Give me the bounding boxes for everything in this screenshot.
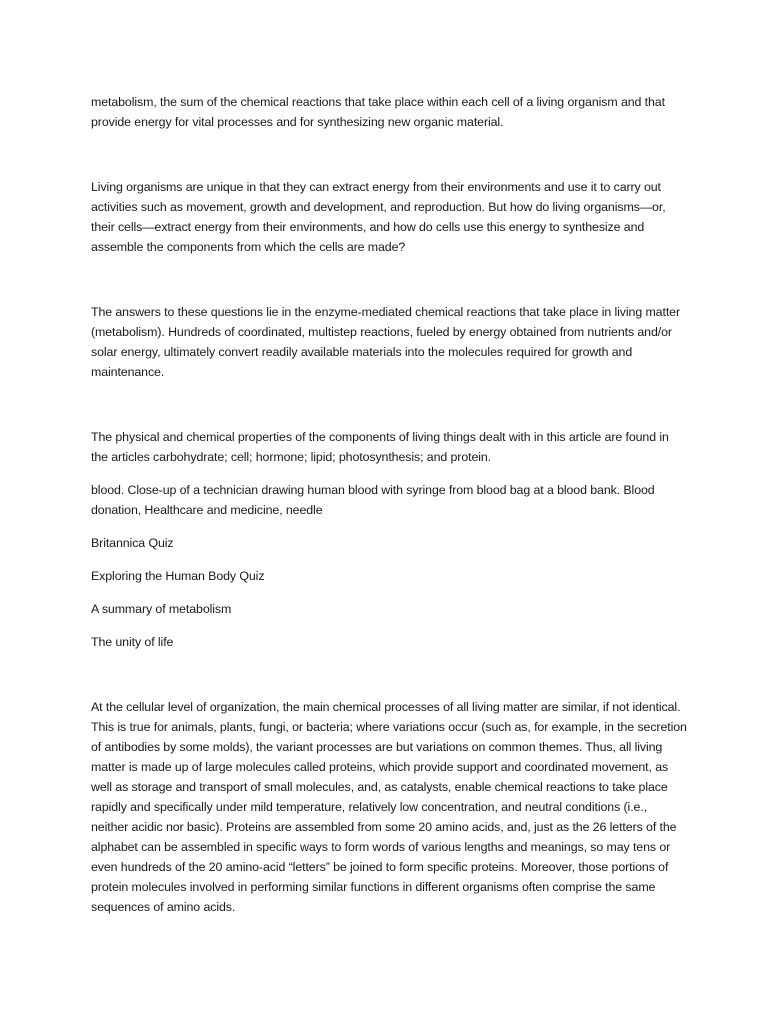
paragraph-physical-properties: The physical and chemical properties of the components of living things dealt with in this article are found in the articles carbohydrate; cell; hormone; lipid; photosynthesis; and protein. [91,430,669,464]
paragraph-answers: The answers to these questions lie in the enzyme-mediated chemical reactions that take place in living matter (metabolism). Hundreds of coordinated, multistep reactions, fueled by energy obtained from nutrients and/or solar energy, ultimately convert readily available materials into the molecules required for growth and maintenance. [91,305,680,379]
paragraph-metabolism-definition: metabolism, the sum of the chemical reactions that take place within each cell of a living organism and that provide energy for vital processes and for synthesizing new organic material. [91,95,665,129]
document-page [91,92,687,917]
image-caption-blood: blood. Close-up of a technician drawing human blood with syringe from blood bag at a blood bank. Blood donation, Healthcare and medicine, needle [91,483,655,517]
section-heading-unity: The unity of life [91,635,174,649]
quiz-title: Exploring the Human Body Quiz [91,569,265,583]
section-heading-summary: A summary of metabolism [91,602,232,616]
paragraph-living-organisms: Living organisms are unique in that they can extract energy from their environments and use it to carry out activities such as movement, growth and development, and reproduction. But how do living organisms—or, their cells—extract energy from their environments, and how do cells use this energy to synthesize and assemble the components from which the cells are made? [91,180,666,254]
quiz-label: Britannica Quiz [91,536,174,550]
paragraph-cellular-level: At the cellular level of organization, the main chemical processes of all living matter are similar, if not identical. This is true for animals, plants, fungi, or bacteria; where variations occur (such as, for example, in the secretion of antibodies by some molds), the variant processes are but variations on common themes. Thus, all living matter is made up of large molecules called proteins, which provide support and coordinated movement, as well as storage and transport of small molecules, and, as catalysts, enable chemical reactions to take place rapidly and specifically under mild temperature, relatively low concentration, and neutral conditions (i.e., neither acidic nor basic). Proteins are assembled from some 20 amino acids, and, just as the 26 letters of the alphabet can be assembled in specific ways to form words of various lengths and meanings, so may tens or even hundreds of the 20 amino-acid “letters” be joined to form specific proteins. Moreover, those portions of protein molecules involved in performing similar functions in different organisms often comprise the same sequences of amino acids. [91,700,687,914]
